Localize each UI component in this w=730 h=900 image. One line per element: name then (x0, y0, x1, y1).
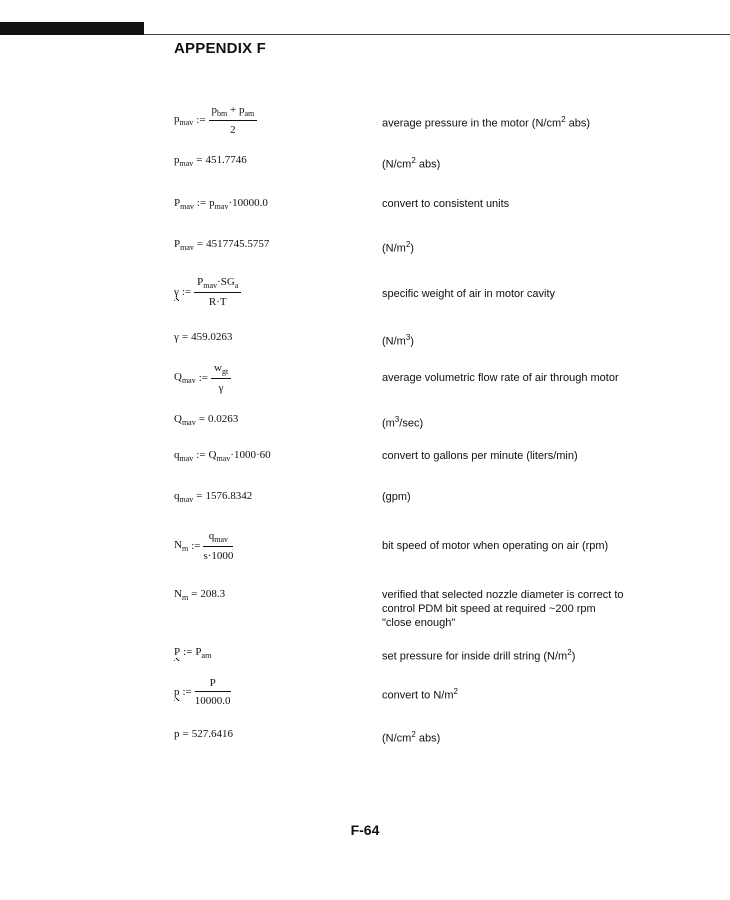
equation: γ = 459.0263 (174, 331, 233, 344)
unit-label: $(m^3/\sec)$ (382, 415, 424, 430)
result-value: 4517745.5757 (206, 238, 270, 250)
redefinition-marker: p (174, 686, 180, 698)
unit-label: ($N/cm^2$ abs) (382, 730, 441, 745)
unit-label: (gpm) (382, 491, 411, 503)
equation-description: average volumetric flow rate of air through motor (382, 372, 619, 384)
redefinition-marker: γ (174, 286, 179, 299)
equation-description: average pressure in the motor ($N/cm^2$ abs) (382, 115, 591, 130)
denominator: s·1000 (203, 550, 234, 563)
header-bar (0, 22, 144, 35)
result-value: 1576.8342 (205, 490, 253, 502)
denominator: 2 (230, 124, 236, 137)
note-line: control PDM bit speed at required ~200 rpm (382, 603, 596, 615)
equation: $q_{mav}$ := $Q_{mav}\cdot 1000\cdot 60$ (174, 449, 271, 464)
equation: $p_{mav} = 451.7746$ (174, 154, 247, 169)
equation-lhs: $p_{mav}$ (174, 113, 194, 128)
equation: $P_{mav} = 4517745.5757$ (174, 238, 270, 253)
equation-description: convert to $N/m^2$ (382, 687, 458, 702)
note-line: verified that selected nozzle diameter is correct to (382, 589, 624, 601)
result-value: 208.3 (200, 588, 226, 600)
header-rule (144, 34, 730, 35)
equation-description: convert to gallons per minute (liters/min) (382, 450, 578, 462)
unit-label: ($N/cm^2$ abs) (382, 156, 441, 171)
fraction (194, 276, 241, 308)
unit-label: $(N/m^3)$ (382, 333, 414, 348)
numerator: $P_{mav}\cdot SG_a$ (194, 276, 241, 293)
result-value: 527.6416 (191, 728, 233, 740)
equation-description: convert to consistent units (382, 198, 510, 210)
equation: $q_{mav} = 1576.8342$ (174, 490, 253, 505)
denominator: 10000.0 (194, 695, 231, 707)
equation-description: specific weight of air in motor cavity (382, 288, 556, 300)
equation-description: bit speed of motor when operating on air (rpm) (382, 540, 609, 552)
appendix-title: APPENDIX F (174, 40, 267, 57)
equation-description: set pressure for inside drill string $(N/m^2)$ (382, 648, 576, 663)
numerator: $q_{mav}$ (203, 530, 233, 547)
result-value: 451.7746 (205, 154, 247, 166)
equation: P := $P_{am}$ (174, 646, 212, 661)
equation (174, 104, 257, 136)
page-number: F-64 (350, 822, 380, 838)
result-value: 0.0263 (207, 413, 239, 425)
equation: p := $\frac{P}{10000.0}$ (174, 677, 231, 707)
numerator: $w_{gt}$ (211, 362, 231, 379)
assign-operator: := (196, 114, 206, 127)
numerator: P (195, 677, 231, 692)
equation: $Q_{mav}$ := $\frac{w_{gt}}{\gamma}$ (174, 362, 231, 394)
denominator: R·T (208, 296, 227, 309)
fraction (203, 530, 233, 562)
fraction (211, 362, 231, 394)
result-value: 459.0263 (191, 331, 233, 343)
unit-label: $(N/m^2)$ (382, 240, 414, 255)
verification-note (382, 588, 702, 630)
note-line: "close enough" (382, 617, 456, 629)
equation: γ := $\frac{P_{mav}\cdot SG_a}{R\cdot T}$ (174, 276, 241, 308)
numerator: $p_{bm} + p_{am}$ (209, 104, 258, 121)
equation: $Q_{mav} = 0.0263$ (174, 413, 239, 428)
fraction (195, 677, 231, 707)
denominator: γ (218, 382, 224, 395)
equation: $P_{mav}$ := $p_{mav}\cdot 10000.0$ (174, 197, 268, 212)
equation: p = 527.6416 (174, 728, 233, 741)
redefinition-marker: P (174, 646, 181, 658)
equation: $N_m$ := $\frac{q_{mav}}{s\cdot 1000}$ (174, 530, 234, 563)
equation: $N_m = 208.3$ (174, 588, 226, 603)
fraction (209, 104, 258, 136)
